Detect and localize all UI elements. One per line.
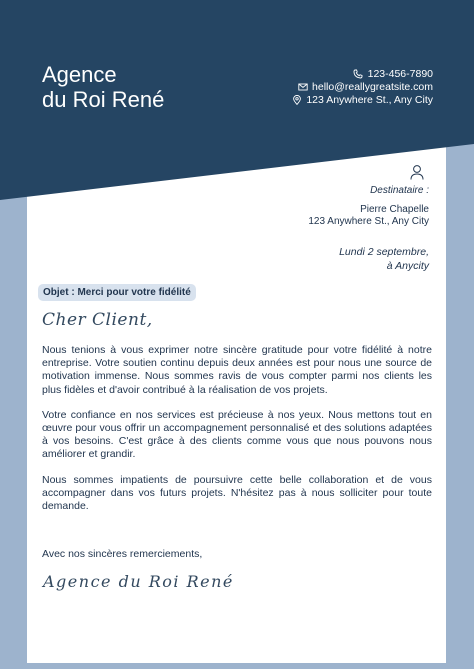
date-line2: à Anycity: [386, 260, 429, 272]
agency-name-line2: du Roi René: [42, 87, 165, 112]
address-text: 123 Anywhere St., Any City: [306, 93, 433, 106]
agency-name-line1: Agence: [42, 62, 117, 87]
paragraph-3: Nous sommes impatients de poursuivre cette belle collaboration et de vous accompagner dans vos futurs projets. N'hésitez pas à nous solliciter pour toute demande.: [42, 473, 432, 513]
contact-phone: [291, 67, 433, 80]
contact-block: [291, 67, 433, 106]
date-line1: Lundi 2 septembre,: [339, 246, 429, 258]
closing-line: Avec nos sincères remerciements,: [42, 548, 203, 560]
agency-name: [42, 62, 164, 112]
recipient-block: [308, 164, 429, 229]
user-icon: [410, 164, 424, 180]
letter-body: [42, 344, 432, 525]
location-pin-icon: [291, 94, 302, 105]
date-block: [339, 245, 429, 273]
contact-email: [291, 80, 433, 93]
phone-icon: [353, 68, 364, 79]
recipient-address: 123 Anywhere St., Any City: [308, 216, 429, 227]
signature: Agence du Roi René: [43, 572, 234, 591]
paragraph-2: Votre confiance en nos services est précieuse à nos yeux. Nous mettons tout en œuvre pour vous offrir un accompagnement personnalisé et des solutions adaptées à vos besoins. C'est grâce à des clients comme vous que nous pouvons nous améliorer et grandir.: [42, 408, 432, 461]
subject-badge: Objet : Merci pour votre fidélité: [38, 284, 196, 301]
phone-text: 123-456-7890: [367, 67, 433, 80]
mail-icon: [297, 81, 308, 92]
recipient-name: Pierre Chapelle: [360, 203, 429, 215]
recipient-label: Destinataire :: [370, 185, 429, 196]
greeting: Cher Client,: [42, 310, 153, 330]
paragraph-1: Nous tenions à vous exprimer notre sincère gratitude pour votre fidélité à notre entreprise. Votre soutien continu depuis deux années est pour nous une source de motivation immense. Nous sommes ravis de vous compter parmi nos clients les plus fidèles et d'avoir contribué à la réalisation de vos projets.: [42, 344, 432, 396]
email-text: hello@reallygreatsite.com: [312, 80, 433, 93]
contact-address: [291, 93, 433, 106]
